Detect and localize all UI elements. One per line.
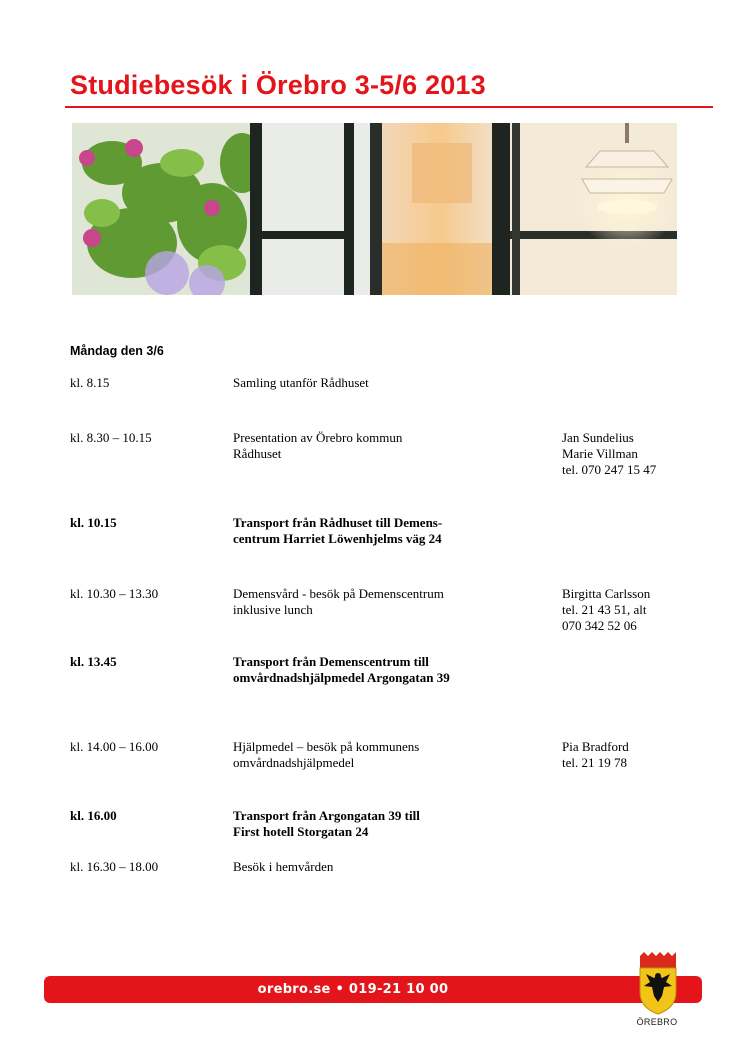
schedule-contact — [562, 430, 732, 478]
description-line: omvårdnadshjälpmedel Argongatan 39 — [233, 670, 450, 685]
schedule-time: kl. 8.15 — [70, 375, 110, 390]
contact-line: tel. 070 247 15 47 — [562, 462, 657, 477]
contact-line: Jan Sundelius — [562, 430, 634, 445]
schedule-time: kl. 10.15 — [70, 515, 117, 530]
schedule-description — [233, 375, 533, 391]
crest-label: ÖREBRO — [636, 1017, 678, 1027]
description-line: Samling utanför Rådhuset — [233, 375, 369, 390]
description-line: Transport från Argongatan 39 till — [233, 808, 420, 823]
schedule-time: kl. 13.45 — [70, 654, 117, 669]
schedule-time: kl. 16.30 – 18.00 — [70, 859, 159, 874]
schedule-time: kl. 8.30 – 10.15 — [70, 430, 152, 445]
contact-line: Pia Bradford — [562, 739, 629, 754]
contact-line: tel. 21 43 51, alt — [562, 602, 647, 617]
description-line: Transport från Demenscentrum till — [233, 654, 429, 669]
description-line: Presentation av Örebro kommun — [233, 430, 403, 445]
description-line: Rådhuset — [233, 446, 282, 461]
description-line: Besök i hemvården — [233, 859, 334, 874]
day-heading: Måndag den 3/6 — [70, 344, 164, 358]
schedule-description — [233, 515, 533, 547]
schedule-time: kl. 10.30 – 13.30 — [70, 586, 159, 601]
page-title: Studiebesök i Örebro 3-5/6 2013 — [70, 70, 486, 100]
description-line: First hotell Storgatan 24 — [233, 824, 369, 839]
schedule-description — [233, 654, 533, 686]
schedule-description — [233, 739, 533, 771]
city-crest-icon — [636, 952, 680, 1016]
schedule-time: kl. 16.00 — [70, 808, 117, 823]
description-line: inklusive lunch — [233, 602, 313, 617]
footer-bar — [44, 976, 702, 1003]
description-line: Transport från Rådhuset till Demens- — [233, 515, 443, 530]
description-line: Demensvård - besök på Demenscentrum — [233, 586, 444, 601]
schedule-description — [233, 430, 533, 462]
schedule-description — [233, 808, 533, 840]
contact-line: Birgitta Carlsson — [562, 586, 651, 601]
description-line: centrum Harriet Löwenhjelms väg 24 — [233, 531, 442, 546]
schedule-description — [233, 586, 533, 618]
schedule-description — [233, 859, 533, 875]
schedule-contact — [562, 739, 732, 771]
schedule-contact — [562, 586, 732, 634]
contact-line: 070 342 52 06 — [562, 618, 637, 633]
description-line: Hjälpmedel – besök på kommunens — [233, 739, 420, 754]
description-line: omvårdnadshjälpmedel — [233, 755, 355, 770]
contact-line: tel. 21 19 78 — [562, 755, 627, 770]
schedule-time: kl. 14.00 – 16.00 — [70, 739, 159, 754]
hero-photo — [72, 123, 677, 295]
footer-contact-text: orebro.se • 019-21 10 00 — [257, 982, 449, 997]
contact-line: Marie Villman — [562, 446, 638, 461]
title-divider — [65, 106, 713, 108]
